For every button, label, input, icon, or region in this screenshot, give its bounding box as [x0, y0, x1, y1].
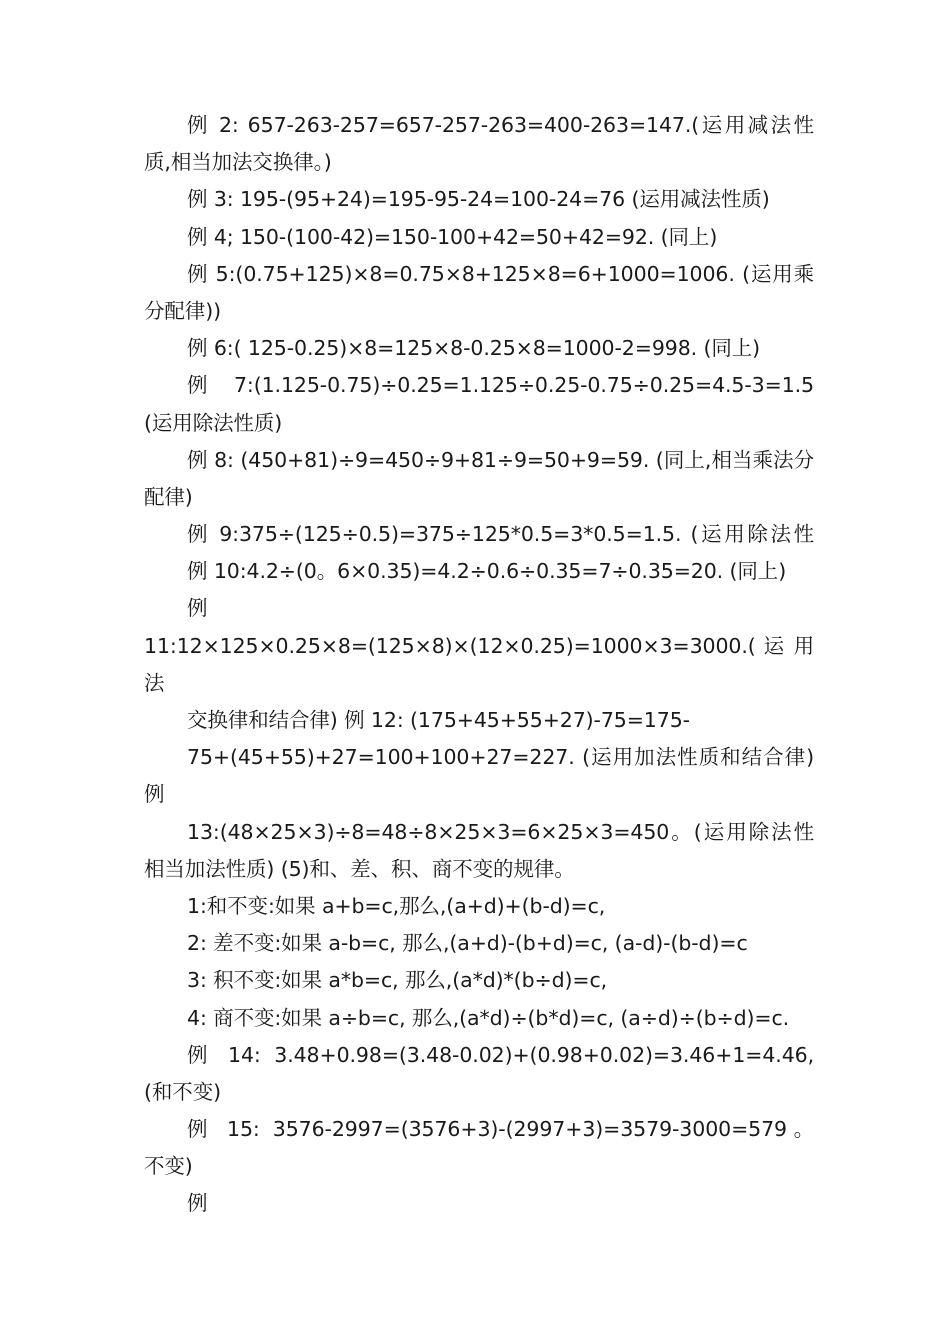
text-line-1: 例 2: 657-263-257=657-257-263=400-263=147.(运用减法性: [187, 113, 814, 137]
text-line-3: 例 3: 195-(95+24)=195-95-24=100-24=76 (运用减法性质): [187, 187, 770, 212]
text-line-25: 4: 商不变:如果 a÷b=c, 那么,(a*d)÷(b*d)=c, (a÷d)÷(b÷d)=c.: [187, 1005, 790, 1030]
text-line-2: 质,相当加法交换律。): [144, 150, 332, 175]
text-line-18: 75+(45+55)+27=100+100+27=227. (运用加法性质和结合律): [187, 745, 814, 770]
text-line-12: 例 9:375÷(125÷0.5)=375÷125*0.5=3*0.5=1.5. (运用除法性: [187, 522, 814, 547]
text-line-26: 例 14: 3.48+0.98=(3.48-0.02)+(0.98+0.02)=3.46+1=4.46,: [187, 1042, 814, 1067]
text-line-23: 2: 差不变:如果 a-b=c, 那么,(a+d)-(b+d)=c, (a-d)-(b-d)=c: [187, 931, 748, 956]
text-line-9: (运用除法性质): [144, 410, 283, 435]
text-line-8: 例 7:(1.125-0.75)÷0.25=1.125÷0.25-0.75÷0.25=4.5-3=1.5: [187, 373, 814, 398]
text-line-19: 例: [144, 782, 165, 807]
text-line-7: 例 6:( 125-0.25)×8=125×8-0.25×8=1000-2=998. (同上): [187, 336, 761, 361]
text-line-30: 例: [187, 1191, 208, 1216]
text-line-20: 13:(48×25×3)÷8=48÷8×25×3=6×25×3=450。(运用除法性: [187, 819, 814, 844]
text-line-14: 例: [187, 596, 208, 621]
text-line-27: (和不变): [144, 1079, 221, 1104]
text-line-29: 不变): [144, 1154, 193, 1179]
text-line-21: 相当加法性质) (5)和、差、积、商不变的规律。: [144, 856, 575, 881]
text-line-15: 11:12×125×0.25×8=(125×8)×(12×0.25)=1000×3=3000.( 运 用: [144, 633, 814, 658]
text-line-24: 3: 积不变:如果 a*b=c, 那么,(a*d)*(b÷d)=c,: [187, 968, 608, 993]
text-line-28: 例 15: 3576-2997=(3576+3)-(2997+3)=3579-3000=579。: [187, 1117, 814, 1142]
text-line-17: 交换律和结合律) 例 12: (175+45+55+27)-75=175-: [187, 708, 690, 732]
document-body: [144, 107, 814, 1223]
text-line-4: 例 4; 150-(100-42)=150-100+42=50+42=92. (同上): [187, 224, 718, 249]
text-line-11: 配律): [144, 484, 193, 509]
text-line-22: 1:和不变:如果 a+b=c,那么,(a+d)+(b-d)=c,: [187, 893, 606, 918]
text-line-13: 例 10:4.2÷(0。6×0.35)=4.2÷0.6÷0.35=7÷0.35=20. (同上): [187, 559, 787, 584]
text-line-16: 法: [144, 670, 165, 695]
text-line-5: 例 5:(0.75+125)×8=0.75×8+125×8=6+1000=1006. (运用乘: [187, 261, 814, 286]
text-line-10: 例 8: (450+81)÷9=450÷9+81÷9=50+9=59. (同上,相当乘法分: [187, 447, 814, 472]
text-line-6: 分配律)): [144, 298, 221, 323]
